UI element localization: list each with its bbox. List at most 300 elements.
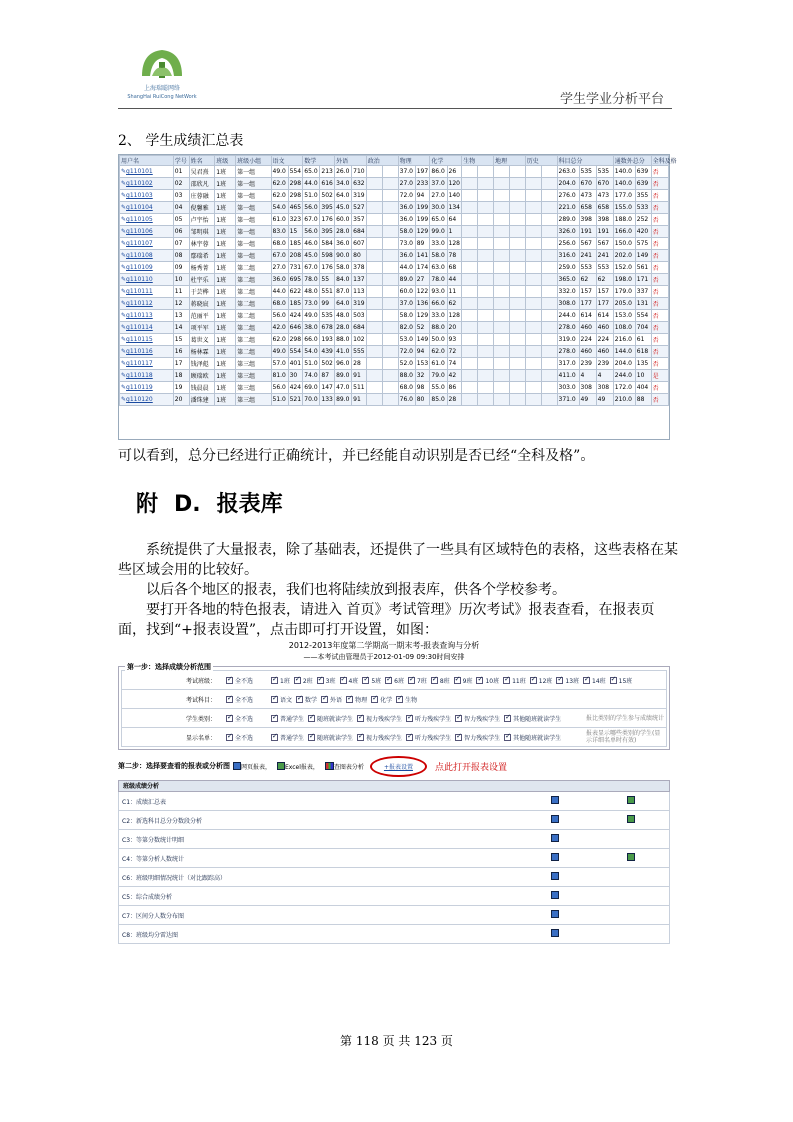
option-checkbox[interactable] xyxy=(431,677,438,684)
table-cell: 199 xyxy=(415,202,430,214)
edit-icon[interactable]: ✎ xyxy=(121,240,127,247)
table-cell: 44 xyxy=(447,274,462,286)
table-cell xyxy=(382,250,398,262)
table-cell xyxy=(525,238,541,250)
table-cell xyxy=(366,238,382,250)
table-cell xyxy=(525,250,541,262)
report-name[interactable]: C2：新选科目总分分数段分析 xyxy=(122,817,203,825)
table-cell: 259.0 xyxy=(557,262,579,274)
edit-icon[interactable]: ✎ xyxy=(121,204,127,211)
table-row xyxy=(120,298,669,310)
checkbox-label: 1班 xyxy=(280,677,290,685)
user-id-link[interactable]: ✎g110110 xyxy=(120,274,174,286)
table-cell: 27 xyxy=(415,274,430,286)
option-checkbox[interactable] xyxy=(556,677,563,684)
checkbox-label: 全不选 xyxy=(235,715,254,723)
table-cell: 否 xyxy=(651,202,668,214)
report-name[interactable]: C4：等第分析人数统计 xyxy=(122,855,185,863)
report-name[interactable]: C8：班级均分雷达图 xyxy=(122,931,179,939)
table-cell: 93 xyxy=(447,334,462,346)
checkbox-label: 全不选 xyxy=(235,696,254,704)
table-cell xyxy=(382,382,398,394)
edit-icon[interactable]: ✎ xyxy=(121,336,127,343)
toggle-all-checkbox[interactable] xyxy=(226,696,233,703)
table-cell: 61 xyxy=(635,334,651,346)
table-cell: 678 xyxy=(320,322,335,334)
table-cell: 89.0 xyxy=(335,394,352,406)
table-cell xyxy=(493,166,509,178)
table-cell: 176 xyxy=(320,262,335,274)
table-cell: 66.0 xyxy=(430,298,447,310)
table-cell: 256.0 xyxy=(557,238,579,250)
table-cell: 113 xyxy=(352,286,367,298)
excel-report-option[interactable]: Excel报表， xyxy=(285,763,319,771)
table-cell xyxy=(462,238,478,250)
table-cell xyxy=(382,310,398,322)
edit-icon[interactable]: ✎ xyxy=(121,264,127,271)
table-cell: 顾瑞欧 xyxy=(189,370,215,382)
table-cell: 第一组 xyxy=(236,238,271,250)
table-cell: 129 xyxy=(415,310,430,322)
user-id-link[interactable]: ✎g110118 xyxy=(120,370,174,382)
table-cell xyxy=(478,226,494,238)
table-header-cell: 物理 xyxy=(398,156,430,166)
web-report-icon[interactable] xyxy=(551,796,559,804)
filter-label: 考试班级： xyxy=(185,677,216,685)
user-id-link[interactable]: ✎g110114 xyxy=(120,322,174,334)
edit-icon[interactable]: ✎ xyxy=(121,372,127,379)
table-cell: 72 xyxy=(447,346,462,358)
checkbox-label: 9班 xyxy=(462,677,473,685)
table-cell: 1班 xyxy=(215,262,236,274)
toggle-all-checkbox[interactable] xyxy=(226,677,233,684)
table-cell xyxy=(462,214,478,226)
table-cell: 326.0 xyxy=(557,226,579,238)
table-row xyxy=(120,382,669,394)
web-report-icon[interactable] xyxy=(551,872,559,880)
option-checkbox[interactable] xyxy=(317,677,324,684)
option-checkbox[interactable] xyxy=(371,696,378,703)
edit-icon[interactable]: ✎ xyxy=(121,180,127,187)
table-cell: 15 xyxy=(288,226,303,238)
report-name[interactable]: C6：班级明细情况统计（对比跟踪高） xyxy=(122,874,227,882)
table-cell xyxy=(525,214,541,226)
table-cell: 323 xyxy=(288,214,303,226)
table-cell: 第二组 xyxy=(236,286,271,298)
web-report-icon[interactable] xyxy=(551,853,559,861)
table-cell: 1班 xyxy=(215,382,236,394)
table-cell: 371.0 xyxy=(557,394,579,406)
step2-label: 第二步：选择要查看的报表或分析图 xyxy=(118,762,230,770)
table-cell: 否 xyxy=(651,238,668,250)
table-cell xyxy=(366,322,382,334)
option-checkbox[interactable] xyxy=(396,696,403,703)
table-cell: 298 xyxy=(288,334,303,346)
report-row xyxy=(118,887,670,906)
table-cell: 614 xyxy=(579,310,596,322)
table-cell: 99 xyxy=(320,298,335,310)
table-cell: 1班 xyxy=(215,214,236,226)
edit-icon[interactable]: ✎ xyxy=(121,276,127,283)
option-checkbox[interactable] xyxy=(406,734,413,741)
table-cell: 401 xyxy=(288,358,303,370)
checkbox-label: 听力残疾学生 xyxy=(415,734,452,742)
option-checkbox[interactable] xyxy=(503,677,510,684)
table-cell xyxy=(541,286,557,298)
table-cell: 67.0 xyxy=(303,262,320,274)
table-cell: 131 xyxy=(635,298,651,310)
user-id-link[interactable]: ✎g110108 xyxy=(120,250,174,262)
edit-icon[interactable]: ✎ xyxy=(121,396,127,403)
table-cell xyxy=(525,334,541,346)
table-cell xyxy=(509,190,525,202)
table-cell: 15 xyxy=(173,334,189,346)
web-report-icon[interactable] xyxy=(551,834,559,842)
table-cell: 89.0 xyxy=(335,370,352,382)
user-id-link[interactable]: ✎g110115 xyxy=(120,334,174,346)
excel-icon[interactable] xyxy=(627,796,635,804)
table-cell xyxy=(541,310,557,322)
table-cell: 704 xyxy=(635,322,651,334)
table-cell: 20 xyxy=(447,322,462,334)
edit-icon[interactable]: ✎ xyxy=(121,348,127,355)
table-row xyxy=(120,394,669,406)
table-cell: 第一组 xyxy=(236,214,271,226)
table-cell: 30 xyxy=(288,370,303,382)
filter-row xyxy=(121,708,667,728)
report-settings-screenshot xyxy=(118,640,670,956)
table-cell xyxy=(382,226,398,238)
table-cell: 99.0 xyxy=(430,226,447,238)
table-cell: 553 xyxy=(596,262,613,274)
table-cell: 128 xyxy=(447,310,462,322)
table-cell: 64.0 xyxy=(335,298,352,310)
table-cell: 55.0 xyxy=(430,382,447,394)
user-id-link[interactable]: ✎g110101 xyxy=(120,166,174,178)
option-checkbox[interactable] xyxy=(455,715,462,722)
option-checkbox[interactable] xyxy=(308,715,315,722)
toggle-all-checkbox[interactable] xyxy=(226,734,233,741)
user-id-link[interactable]: ✎g110107 xyxy=(120,238,174,250)
table-cell: 第二组 xyxy=(236,322,271,334)
table-row xyxy=(120,226,669,238)
table-cell: 554 xyxy=(288,166,303,178)
table-cell: 140.0 xyxy=(613,166,635,178)
table-cell: 28 xyxy=(352,358,367,370)
table-cell xyxy=(366,382,382,394)
table-cell: 第三组 xyxy=(236,370,271,382)
web-report-icon[interactable] xyxy=(551,929,559,937)
user-id-link[interactable]: ✎g110119 xyxy=(120,382,174,394)
table-cell: 19 xyxy=(173,382,189,394)
table-row xyxy=(120,358,669,370)
user-id-link[interactable]: ✎g110117 xyxy=(120,358,174,370)
table-cell: 36.0 xyxy=(398,202,415,214)
table-cell: 1 xyxy=(447,226,462,238)
table-cell: 54.0 xyxy=(303,346,320,358)
table-cell xyxy=(509,214,525,226)
checkbox-label: 8班 xyxy=(439,677,450,685)
table-cell: 64 xyxy=(447,214,462,226)
table-cell: 27.0 xyxy=(430,190,447,202)
table-cell: 67.0 xyxy=(303,214,320,226)
table-cell: 第二组 xyxy=(236,262,271,274)
platform-title: 学生学业分析平台 xyxy=(560,92,665,107)
table-cell: 78.0 xyxy=(430,274,447,286)
user-id-link[interactable]: ✎g110103 xyxy=(120,190,174,202)
table-cell xyxy=(541,298,557,310)
table-cell: 第一组 xyxy=(236,178,271,190)
table-cell: 337 xyxy=(635,286,651,298)
table-cell xyxy=(493,250,509,262)
table-cell: 14 xyxy=(173,322,189,334)
user-id-link[interactable]: ✎g110113 xyxy=(120,310,174,322)
table-row xyxy=(120,370,669,382)
option-checkbox[interactable] xyxy=(504,715,511,722)
web-report-icon[interactable] xyxy=(551,910,559,918)
table-cell: 否 xyxy=(651,190,668,202)
table-cell xyxy=(382,274,398,286)
table-cell: 216.0 xyxy=(613,334,635,346)
excel-icon[interactable] xyxy=(627,853,635,861)
table-cell: 221.0 xyxy=(557,202,579,214)
option-checkbox[interactable] xyxy=(530,677,537,684)
web-report-icon[interactable] xyxy=(551,815,559,823)
excel-icon[interactable] xyxy=(627,815,635,823)
option-checkbox[interactable] xyxy=(340,677,347,684)
table-cell: 倪馨雅 xyxy=(189,202,215,214)
report-name[interactable]: C7：区间分人数分布图 xyxy=(122,912,185,920)
table-cell xyxy=(509,250,525,262)
user-id-link[interactable]: ✎g110120 xyxy=(120,394,174,406)
paragraph-future: 以后各个地区的报表，我们也将陆续放到报表库，供各个学校参考。 xyxy=(146,582,566,598)
filter-row xyxy=(121,689,667,709)
user-id-link[interactable]: ✎g110109 xyxy=(120,262,174,274)
table-cell xyxy=(541,178,557,190)
option-checkbox[interactable] xyxy=(271,677,278,684)
table-header-cell: 数学 xyxy=(303,156,335,166)
table-cell: 05 xyxy=(173,214,189,226)
table-cell: 198.0 xyxy=(613,274,635,286)
table-cell: 205.0 xyxy=(613,298,635,310)
table-cell: 68.0 xyxy=(398,382,415,394)
report-name[interactable]: C5：综合成绩分析 xyxy=(122,893,173,901)
table-cell: 26 xyxy=(447,166,462,178)
option-checkbox[interactable] xyxy=(321,696,328,703)
table-cell: 65.0 xyxy=(430,214,447,226)
table-cell: 424 xyxy=(288,310,303,322)
table-cell: 50.0 xyxy=(430,334,447,346)
table-cell xyxy=(478,202,494,214)
table-cell xyxy=(509,274,525,286)
table-cell: 否 xyxy=(651,322,668,334)
table-cell: 357 xyxy=(352,214,367,226)
table-cell xyxy=(462,322,478,334)
table-cell: 否 xyxy=(651,250,668,262)
step1-fieldset xyxy=(118,663,670,750)
edit-icon[interactable]: ✎ xyxy=(121,312,127,319)
user-id-link[interactable]: ✎g110111 xyxy=(120,286,174,298)
table-cell: 670 xyxy=(579,178,596,190)
table-cell xyxy=(493,286,509,298)
option-checkbox[interactable] xyxy=(308,734,315,741)
table-cell xyxy=(493,178,509,190)
checkbox-label: 3班 xyxy=(325,677,336,685)
table-cell: 69.0 xyxy=(303,382,320,394)
svg-text:上海瑞聪网络: 上海瑞聪网络 xyxy=(143,85,181,92)
option-checkbox[interactable] xyxy=(406,715,413,722)
option-checkbox[interactable] xyxy=(271,696,278,703)
web-report-icon[interactable] xyxy=(551,891,559,899)
user-id-link[interactable]: ✎g110105 xyxy=(120,214,174,226)
checkbox-label: 语文 xyxy=(280,696,293,704)
table-cell: 1班 xyxy=(215,238,236,250)
table-cell xyxy=(462,334,478,346)
table-cell xyxy=(493,370,509,382)
user-id-link[interactable]: ✎g110116 xyxy=(120,346,174,358)
table-cell xyxy=(525,166,541,178)
table-cell: 89.0 xyxy=(398,274,415,286)
checkbox-label: 6班 xyxy=(394,677,404,685)
table-cell: 153.0 xyxy=(613,310,635,322)
table-cell xyxy=(541,214,557,226)
option-checkbox[interactable] xyxy=(362,677,369,684)
option-checkbox[interactable] xyxy=(610,677,617,684)
table-cell xyxy=(493,226,509,238)
table-cell: 1班 xyxy=(215,310,236,322)
table-cell: 188.0 xyxy=(613,214,635,226)
option-checkbox[interactable] xyxy=(271,715,278,722)
table-cell: 135 xyxy=(635,358,651,370)
user-id-link[interactable]: ✎g110102 xyxy=(120,178,174,190)
table-cell xyxy=(382,202,398,214)
table-cell: 68.0 xyxy=(271,238,288,250)
edit-icon[interactable]: ✎ xyxy=(121,252,127,259)
edit-icon[interactable]: ✎ xyxy=(121,384,127,391)
table-cell: 398 xyxy=(579,214,596,226)
table-cell: 52 xyxy=(415,322,430,334)
table-cell: 12 xyxy=(173,298,189,310)
table-cell xyxy=(493,322,509,334)
user-id-link[interactable]: ✎g110112 xyxy=(120,298,174,310)
table-header-cell: 班级小组 xyxy=(236,156,271,166)
table-cell xyxy=(382,178,398,190)
table-cell: 1班 xyxy=(215,190,236,202)
checkbox-label: 14班 xyxy=(592,677,606,685)
table-cell xyxy=(478,286,494,298)
table-cell: 439 xyxy=(320,346,335,358)
table-row xyxy=(120,322,669,334)
option-checkbox[interactable] xyxy=(296,696,303,703)
table-cell: 90.0 xyxy=(335,250,352,262)
option-checkbox[interactable] xyxy=(357,734,364,741)
table-cell: 102 xyxy=(352,334,367,346)
table-cell: 36.0 xyxy=(398,214,415,226)
table-cell xyxy=(493,262,509,274)
table-cell xyxy=(366,214,382,226)
table-cell: 1班 xyxy=(215,358,236,370)
table-cell: 38.0 xyxy=(303,322,320,334)
edit-icon[interactable]: ✎ xyxy=(121,300,127,307)
table-cell: 44.0 xyxy=(398,262,415,274)
table-cell: 460 xyxy=(596,322,613,334)
table-cell: 395 xyxy=(320,226,335,238)
table-cell: 533 xyxy=(635,202,651,214)
user-id-link[interactable]: ✎g110106 xyxy=(120,226,174,238)
report-settings-link[interactable]: +报表设置 xyxy=(370,756,427,777)
table-cell xyxy=(462,358,478,370)
edit-icon[interactable]: ✎ xyxy=(121,360,127,367)
table-header-cell: 姓名 xyxy=(189,156,215,166)
table-cell: 第一组 xyxy=(236,202,271,214)
edit-icon[interactable]: ✎ xyxy=(121,192,127,199)
table-cell: 68 xyxy=(447,262,462,274)
table-cell: 598 xyxy=(320,250,335,262)
toggle-all-checkbox[interactable] xyxy=(226,715,233,722)
table-cell xyxy=(462,382,478,394)
option-checkbox[interactable] xyxy=(583,677,590,684)
option-checkbox[interactable] xyxy=(357,715,364,722)
table-cell: 62 xyxy=(596,274,613,286)
table-cell: 561 xyxy=(635,262,651,274)
paragraph-total-check: 可以看到，总分已经进行正确统计，并已经能自动识别是否已经“全科及格”。 xyxy=(118,448,595,464)
table-cell: 林宇蓉 xyxy=(189,238,215,250)
table-cell: 02 xyxy=(173,178,189,190)
table-cell: 56.0 xyxy=(271,382,288,394)
table-cell: 684 xyxy=(352,322,367,334)
table-cell: 49.0 xyxy=(271,346,288,358)
option-checkbox[interactable] xyxy=(385,677,392,684)
report-name[interactable]: C1：成绩汇总表 xyxy=(122,798,167,806)
web-report-option[interactable]: 网页报表， xyxy=(241,763,272,771)
edit-icon[interactable]: ✎ xyxy=(121,228,127,235)
table-cell xyxy=(382,394,398,406)
option-checkbox[interactable] xyxy=(454,677,461,684)
report-row xyxy=(118,925,670,944)
option-checkbox[interactable] xyxy=(455,734,462,741)
table-cell: 49.0 xyxy=(303,310,320,322)
edit-icon[interactable]: ✎ xyxy=(121,168,127,175)
option-checkbox[interactable] xyxy=(504,734,511,741)
option-checkbox[interactable] xyxy=(271,734,278,741)
report-row xyxy=(118,906,670,925)
option-checkbox[interactable] xyxy=(476,677,483,684)
chart-option[interactable]: 查图表分析 xyxy=(333,763,364,771)
option-checkbox[interactable] xyxy=(294,677,301,684)
table-cell: 63.0 xyxy=(430,262,447,274)
table-cell: 第二组 xyxy=(236,346,271,358)
report-name[interactable]: C3：等第分数统计明细 xyxy=(122,836,185,844)
checkbox-label: 外语 xyxy=(330,696,343,704)
table-cell: 36.0 xyxy=(335,238,352,250)
edit-icon[interactable]: ✎ xyxy=(121,216,127,223)
edit-icon[interactable]: ✎ xyxy=(121,324,127,331)
checkbox-label: 7班 xyxy=(416,677,427,685)
table-cell: 44.0 xyxy=(271,286,288,298)
table-cell: 27.0 xyxy=(271,262,288,274)
report-row xyxy=(118,849,670,868)
option-checkbox[interactable] xyxy=(346,696,353,703)
table-cell: 葛世义 xyxy=(189,334,215,346)
table-cell: 否 xyxy=(651,334,668,346)
option-checkbox[interactable] xyxy=(408,677,415,684)
edit-icon[interactable]: ✎ xyxy=(121,288,127,295)
user-id-link[interactable]: ✎g110104 xyxy=(120,202,174,214)
table-cell: 杨林霖 xyxy=(189,346,215,358)
table-cell: 否 xyxy=(651,346,668,358)
appendix-heading: 附 D. 报表库 xyxy=(136,492,283,517)
table-cell: 72.0 xyxy=(398,346,415,358)
